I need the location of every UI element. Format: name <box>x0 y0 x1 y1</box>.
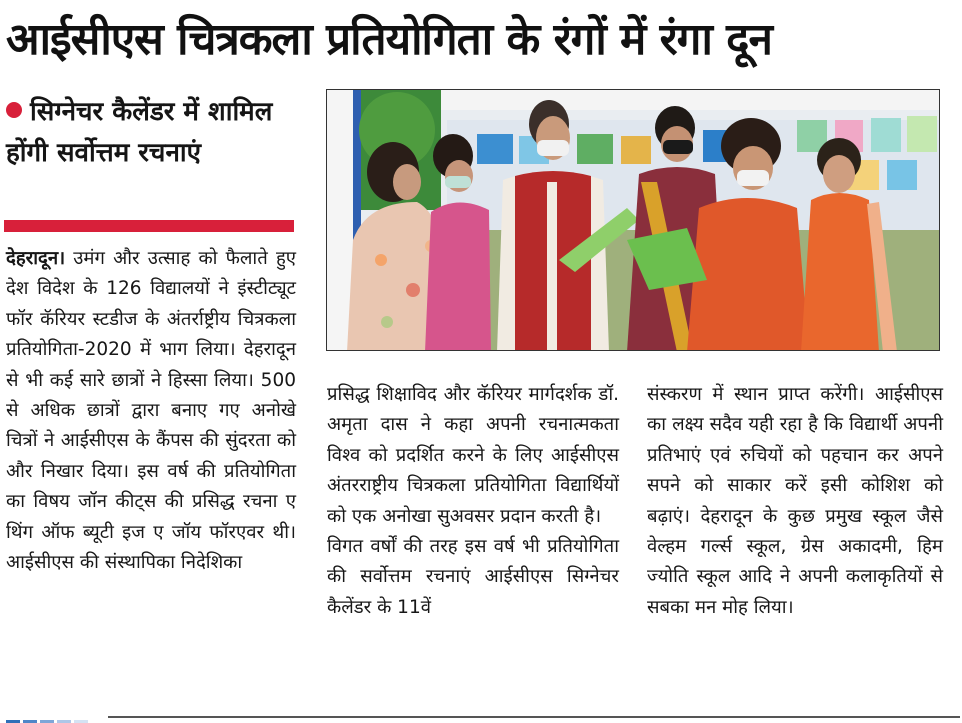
footer-decoration <box>6 714 91 723</box>
column-1-text: उमंग और उत्साह को फैलाते हुए देश विदेश के 126 विद्यालयों ने इंस्टीट्यूट फॉर कॅरियर स्टडीज के अंतर्राष्ट्रीय चित्रकला प्रतियोगिता-2020 में भाग लिया। देहरादून से भी कई सारे छात्रों ने हिस्सा लिया। 500 से अधिक छात्रों द्वारा बनाए गए अनोखे चित्रों ने आईसीएस के कैंपस की सुंदरता को और निखार दिया। इस वर्ष की प्रतियोगिता का विषय जॉन कीट्स की प्रसिद्ध रचना ए थिंग ऑफ ब्यूटी इज ए जॉय फॉरएवर थी। आईसीएस की संस्थापिका निदेशिका <box>6 248 296 574</box>
subheadline <box>6 92 302 174</box>
event-photo <box>326 89 940 351</box>
column-2-paragraph-2: विगत वर्षों की तरह इस वर्ष भी प्रतियोगिता की सर्वोत्तम रचनाएं आईसीएस सिग्नेचर कैलेंडर के 11वें <box>327 536 619 618</box>
subheadline-text: सिग्नेचर कैलेंडर में शामिल होंगी सर्वोत्तम रचनाएं <box>6 97 273 168</box>
headline: आईसीएस चित्रकला प्रतियोगिता के रंगों में रंगा दून <box>6 14 772 65</box>
footer-rule <box>108 716 960 718</box>
article-column-2 <box>327 380 619 623</box>
article-column-1 <box>6 244 296 578</box>
dateline: देहरादून। <box>6 248 66 269</box>
accent-rule <box>4 220 294 232</box>
column-2-paragraph-1: प्रसिद्ध शिक्षाविद और कॅरियर मार्गदर्शक डॉ. अमृता दास ने कहा अपनी रचनात्मकता विश्व को प्रदर्शित करने के लिए आईसीएस अंतरराष्ट्रीय चित्रकला प्रतियोगिता विद्यार्थियों को एक अनोखा सुअवसर प्रदान करती है। <box>327 384 619 527</box>
bullet-icon <box>6 102 22 118</box>
column-3-paragraph: संस्करण में स्थान प्राप्त करेंगी। आईसीएस का लक्ष्य सदैव यही रहा है कि विद्यार्थी अपनी प्रतिभाएं एवं रुचियों को पहचान कर अपने सपने को साकार करें इसी कोशिश को बढ़ाएं। देहरादून के कुछ प्रमुख स्कूल जैसे वेल्हम गर्ल्स स्कूल, ग्रेस अकादमी, हिम ज्योति स्कूल आदि ने अपनी कलाकृतियों से सबका मन मोह लिया। <box>647 384 943 618</box>
article-column-3 <box>647 380 943 623</box>
